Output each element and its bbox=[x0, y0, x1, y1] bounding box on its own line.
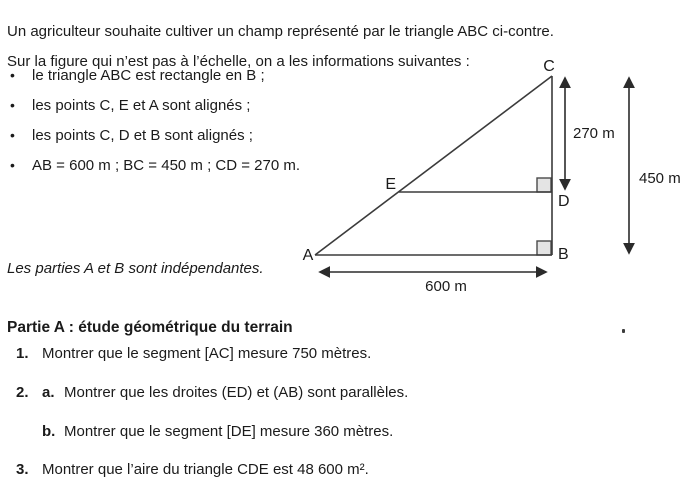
triangle-figure-svg bbox=[295, 50, 685, 300]
bullet-icon: • bbox=[10, 157, 15, 173]
bullet-icon: • bbox=[10, 97, 15, 113]
bullet-text: les points C, D et B sont alignés ; bbox=[32, 127, 253, 144]
question-number: 3. bbox=[16, 461, 29, 478]
bullet-text: le triangle ABC est rectangle en B ; bbox=[32, 67, 265, 84]
independence-note: Les parties A et B sont indépendantes. bbox=[7, 260, 264, 277]
question-number: 1. bbox=[16, 345, 29, 362]
bullet-text: AB = 600 m ; BC = 450 m ; CD = 270 m. bbox=[32, 157, 301, 174]
question-text: Montrer que les droites (ED) et (AB) sont parallèles. bbox=[64, 384, 409, 401]
bullet-item-cea-alignes bbox=[10, 96, 250, 115]
right-angle-square-d bbox=[537, 178, 551, 192]
question-2a bbox=[16, 383, 408, 402]
bullet-text: les points C, E et A sont alignés ; bbox=[32, 97, 251, 114]
bullet-item-cdb-alignes bbox=[10, 126, 253, 145]
bullet-icon: • bbox=[10, 127, 15, 143]
right-angle-square-b bbox=[537, 241, 551, 255]
scan-artifact-dot bbox=[622, 329, 625, 333]
question-2b bbox=[42, 422, 393, 441]
bullet-item-mesures bbox=[10, 156, 300, 175]
point-label-b: B bbox=[558, 246, 569, 263]
point-label-a: A bbox=[302, 247, 314, 264]
bullet-item-rectangle bbox=[10, 66, 265, 85]
question-1 bbox=[16, 344, 371, 363]
measure-label-ab: 600 m bbox=[425, 278, 467, 295]
question-subletter: a. bbox=[42, 384, 55, 401]
question-number: 2. bbox=[16, 384, 29, 401]
part-a-heading: Partie A : étude géométrique du terrain bbox=[7, 318, 293, 336]
bullet-icon: • bbox=[10, 67, 15, 83]
intro-line-1: Un agriculteur souhaite cultiver un champ représenté par le triangle ABC ci-contre. bbox=[7, 23, 554, 40]
intro-line-2: Sur la figure qui n’est pas à l’échelle, on a les informations suivantes : bbox=[7, 53, 470, 70]
question-text: Montrer que l’aire du triangle CDE est 48 600 m². bbox=[42, 461, 369, 478]
question-3 bbox=[16, 460, 369, 479]
point-label-e: E bbox=[385, 176, 396, 193]
question-subletter: b. bbox=[42, 423, 56, 440]
measure-label-cb: 450 m bbox=[639, 170, 681, 187]
point-label-d: D bbox=[558, 193, 570, 210]
question-text: Montrer que le segment [AC] mesure 750 mètres. bbox=[42, 345, 372, 362]
triangle-figure bbox=[295, 50, 685, 300]
side-ac-line bbox=[315, 76, 552, 255]
measure-label-cd: 270 m bbox=[573, 125, 615, 142]
point-label-c: C bbox=[543, 58, 555, 75]
question-text: Montrer que le segment [DE] mesure 360 mètres. bbox=[64, 423, 394, 440]
